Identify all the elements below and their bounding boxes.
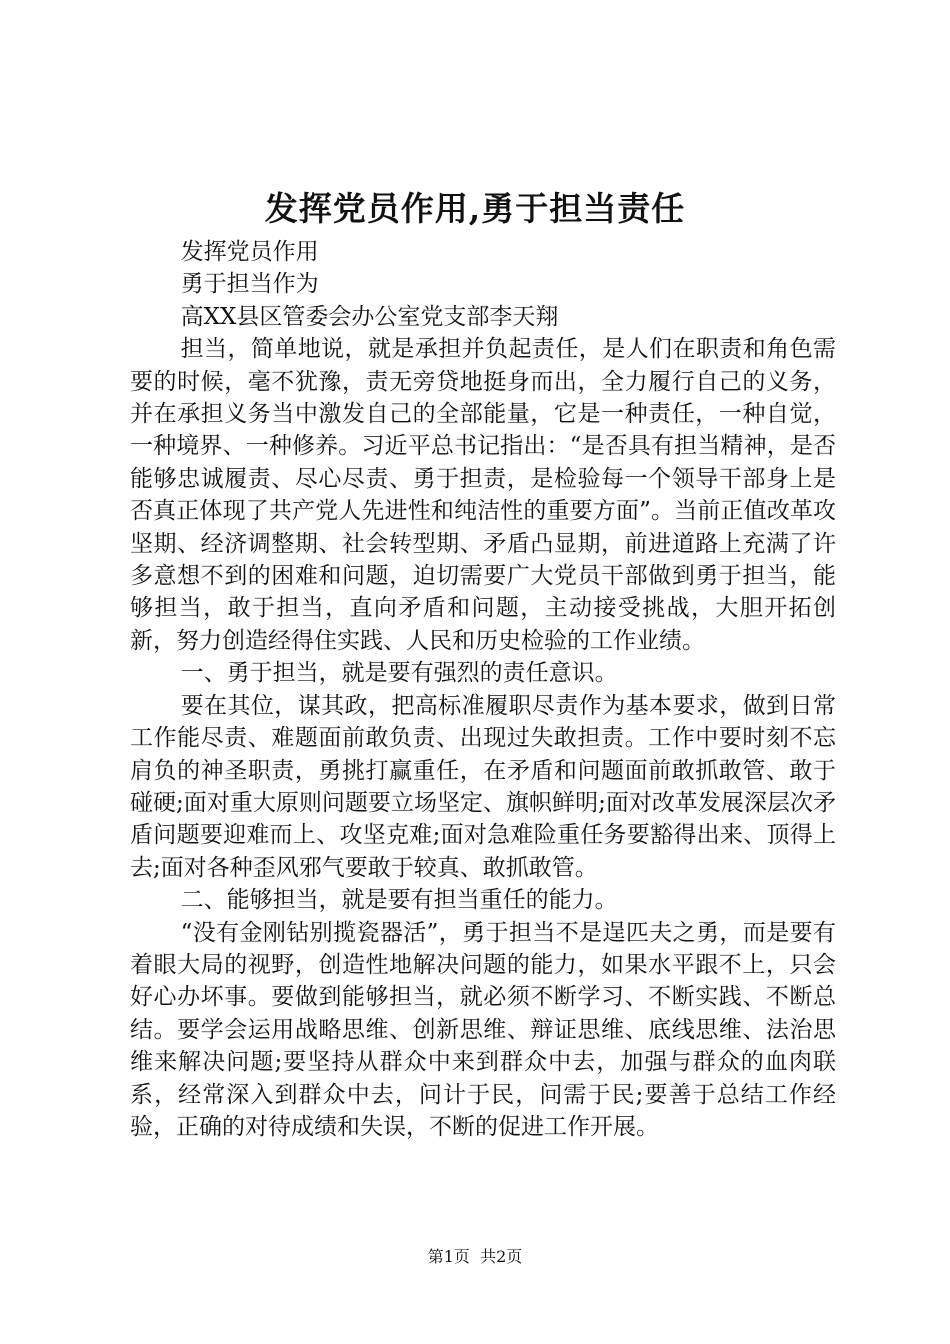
document-body [130, 236, 836, 1143]
page-footer [0, 1246, 950, 1268]
author-line: 高XX县区管委会办公室党支部李天翔 [180, 303, 559, 330]
paragraph-section-1: 要在其位，谋其政，把高标准履职尽责作为基本要求，做到日常工作能尽责、难题面前敢负责、出现过失敢担责。工作中要时刻不忘肩负的神圣职责，勇挑打赢重任，在矛盾和问题面前敢抓敢管、敢于碰硬;面对重大原则问题要立场坚定、旗帜鲜明;面对改革发展深层次矛盾问题要迎难而上、攻坚克难;面对急难险重任务要豁得出来、顶得上去;面对各种歪风邪气要敢于较真、敢抓敢管。 [130, 692, 836, 881]
page-number: 第1页 共2页 [427, 1247, 523, 1266]
document-title: 发挥党员作用,勇于担当责任 [264, 189, 686, 228]
subtitle-line-1: 发挥党员作用 [180, 239, 319, 265]
paragraph-section-2: “没有金刚钻别揽瓷器活”，勇于担当不是逞匹夫之勇，而是要有着眼大局的视野，创造性地解决问题的能力，如果水平跟不上，只会好心办坏事。要做到能够担当，就必须不断学习、不断实践、不断总结。要学会运用战略思维、创新思维、辩证思维、底线思维、法治思维来解决问题;要坚持从群众中来到群众中去，加强与群众的血肉联系，经常深入到群众中去，问计于民，问需于民;要善于总结工作经验，正确的对待成绩和失误，不断的促进工作开展。 [130, 919, 836, 1140]
section-heading-1: 一、勇于担当，就是要有强烈的责任意识。 [180, 660, 618, 687]
paragraph-intro: 担当，简单地说，就是承担并负起责任，是人们在职责和角色需要的时候，毫不犹豫，责无旁贷地挺身而出，全力履行自己的义务，并在承担义务当中激发自己的全部能量，它是一种责任，一种自觉，一种境界、一种修养。习近平总书记指出：“是否具有担当精神，是否能够忠诚履责、尽心尽责、勇于担责，是检验每一个领导干部身上是否真正体现了共产党人先进性和纯洁性的重要方面”。当前正值改革攻坚期、经济调整期、社会转型期、矛盾凸显期，前进道路上充满了许多意想不到的困难和问题，迫切需要广大党员干部做到勇于担当，能够担当，敢于担当，直向矛盾和问题，主动接受挑战，大胆开拓创新，努力创造经得住实践、人民和历史检验的工作业绩。 [130, 336, 836, 654]
section-heading-2: 二、能够担当，就是要有担当重任的能力。 [180, 887, 618, 914]
subtitle-line-2: 勇于担当作为 [180, 271, 319, 298]
